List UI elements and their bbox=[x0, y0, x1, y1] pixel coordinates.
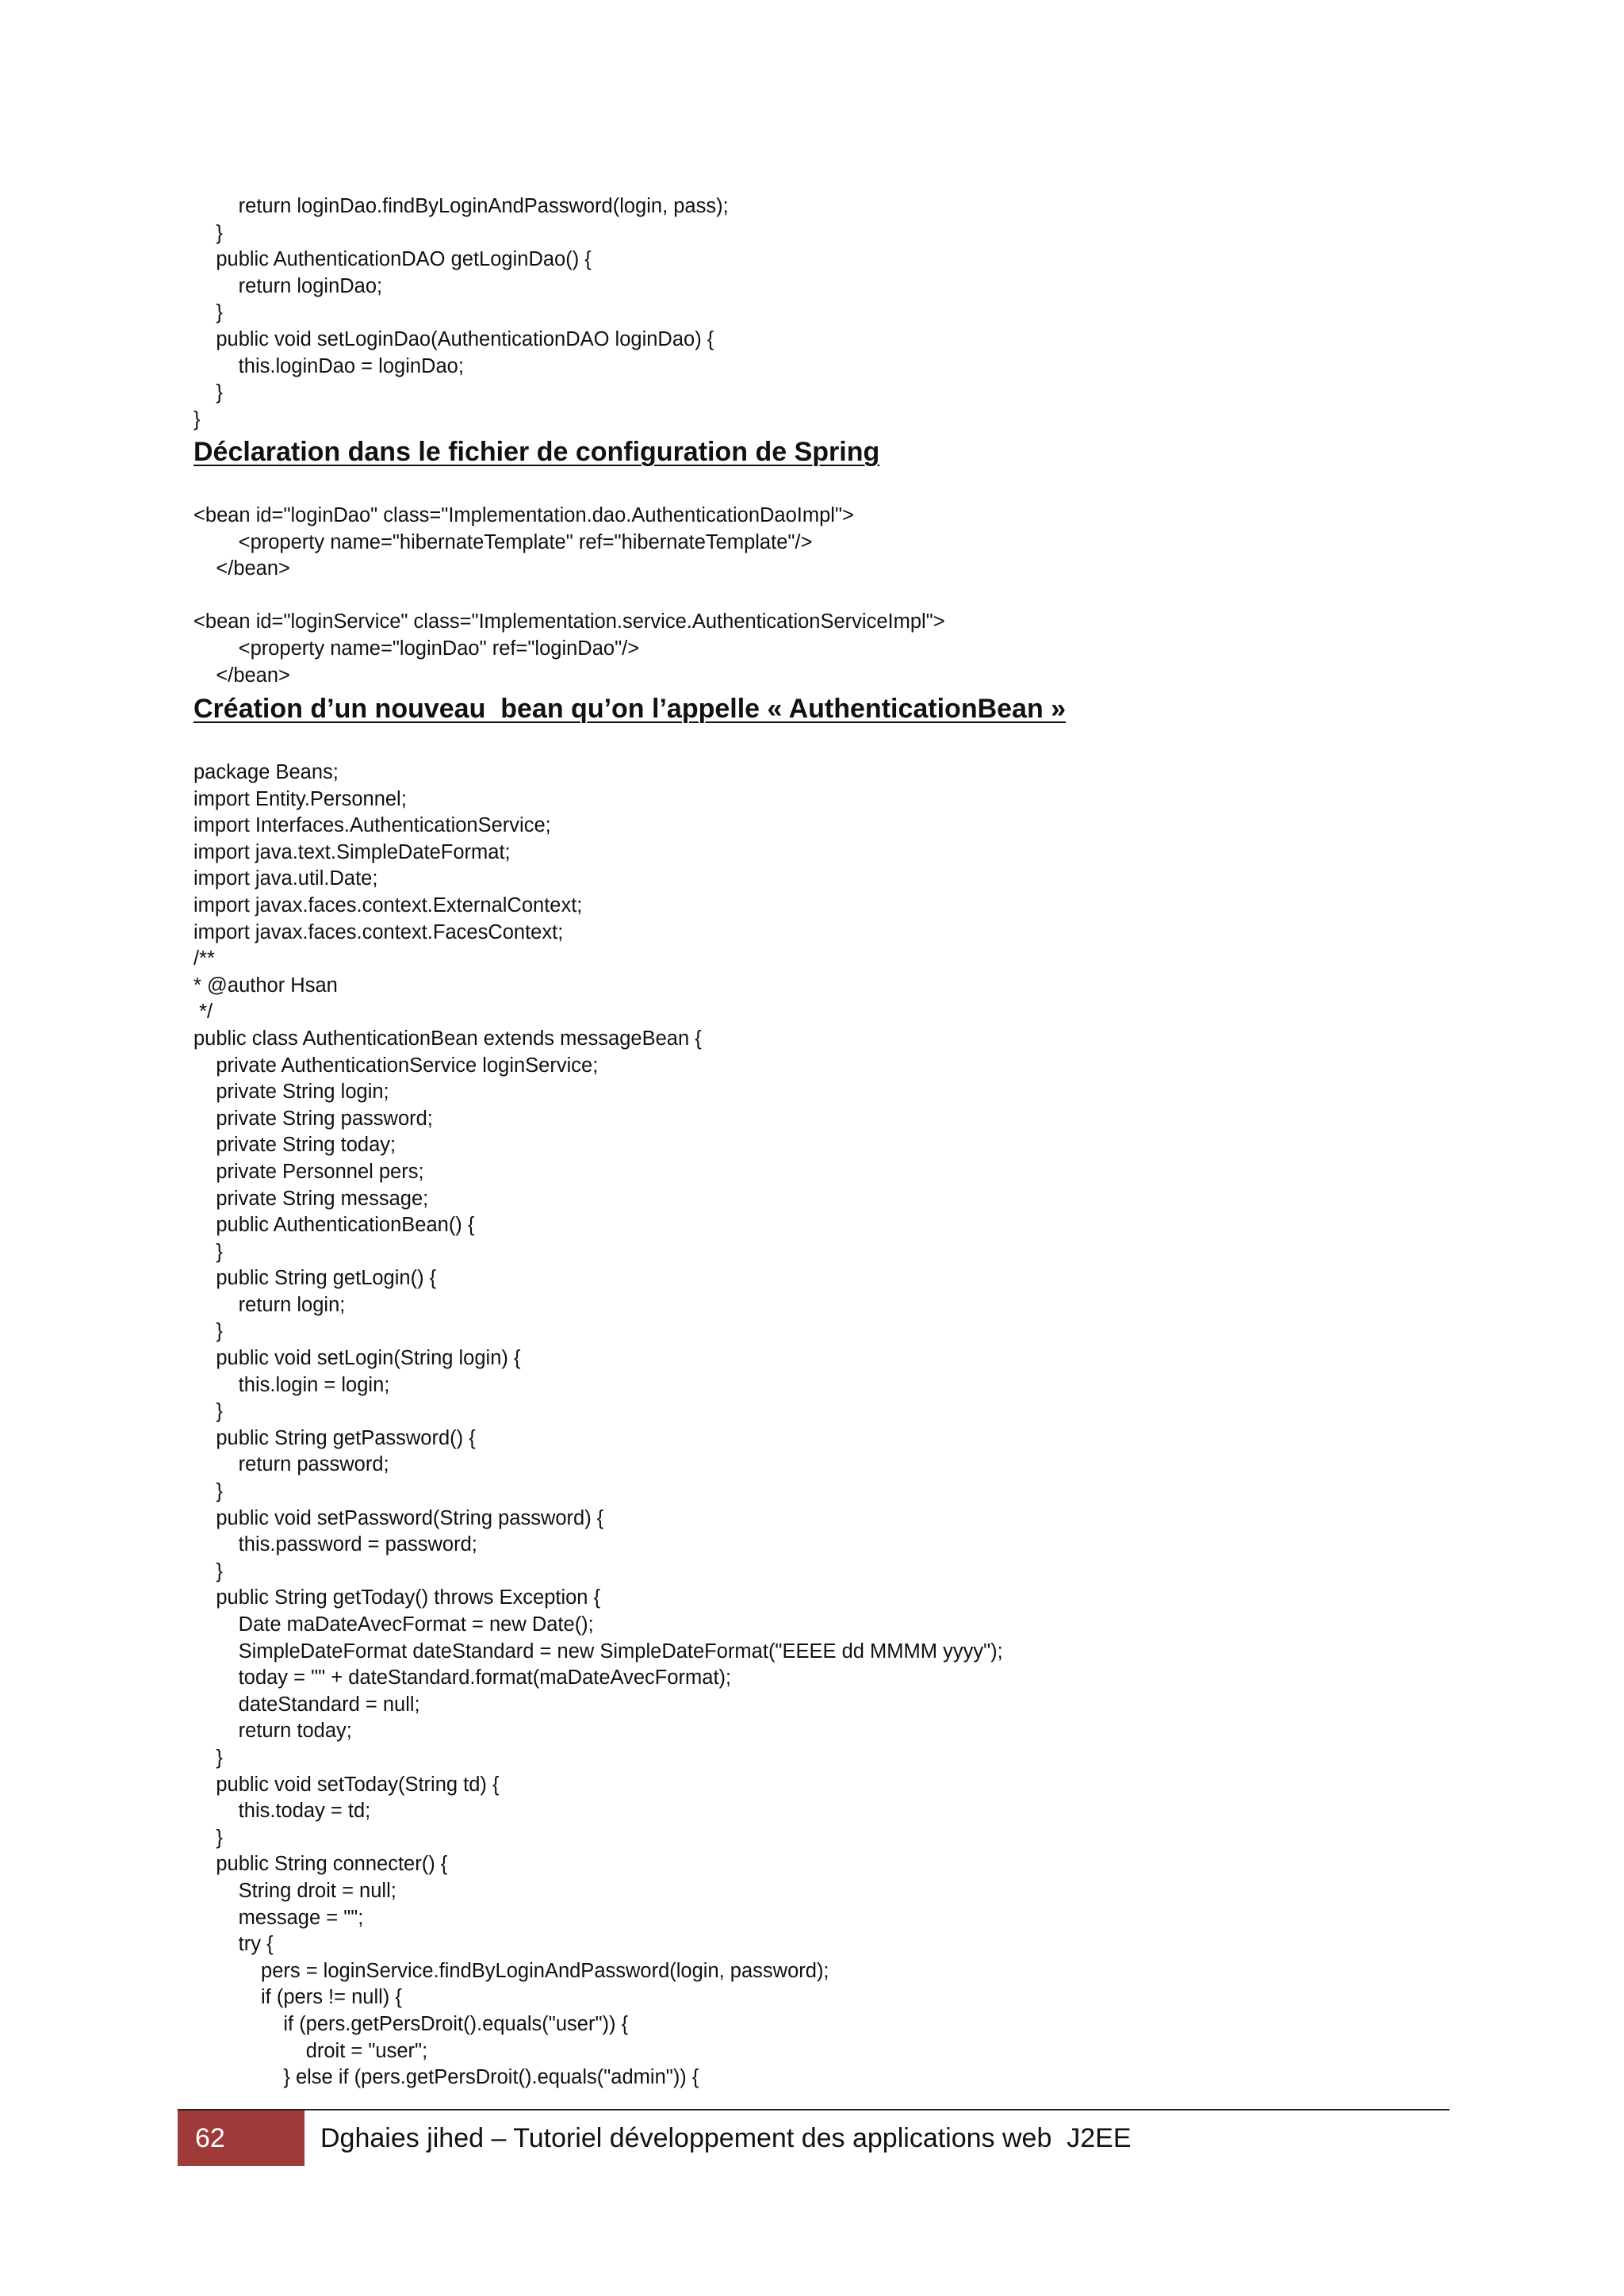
code-line: today = "" + dateStandard.format(maDateAvecFormat); bbox=[193, 1667, 732, 1689]
code-block-service-impl bbox=[193, 193, 1462, 433]
code-line: Date maDateAvecFormat = new Date(); bbox=[193, 1613, 594, 1636]
code-line: private String today; bbox=[193, 1134, 396, 1157]
code-line: import javax.faces.context.FacesContext; bbox=[193, 920, 564, 943]
code-line bbox=[193, 583, 1462, 610]
code-line: } bbox=[193, 221, 223, 244]
code-line: this.today = td; bbox=[193, 1800, 371, 1823]
code-line: public String getPassword() { bbox=[193, 1426, 476, 1449]
code-line: } bbox=[193, 408, 201, 430]
code-line: } bbox=[193, 1826, 223, 1849]
code-block-authentication-bean bbox=[193, 760, 1462, 2091]
code-line: } bbox=[193, 1746, 223, 1769]
code-line: public void setLoginDao(AuthenticationDAO loginDao) { bbox=[193, 327, 714, 350]
footer-title: Dghaies jihed – Tutoriel développement des applications web J2EE bbox=[320, 2122, 1132, 2153]
code-line: return login; bbox=[193, 1293, 346, 1316]
code-line: return today; bbox=[193, 1720, 352, 1743]
code-line: public class AuthenticationBean extends messageBean { bbox=[193, 1027, 702, 1050]
code-line: <bean id="loginDao" class="Implementation.dao.AuthenticationDaoImpl"> bbox=[193, 504, 854, 526]
code-line: public void setLogin(String login) { bbox=[193, 1347, 521, 1370]
code-line: droit = "user"; bbox=[193, 2039, 428, 2062]
code-line: * @author Hsan bbox=[193, 974, 338, 997]
code-line: this.loginDao = loginDao; bbox=[193, 354, 464, 377]
code-line: SimpleDateFormat dateStandard = new SimpleDateFormat("EEEE dd MMMM yyyy"); bbox=[193, 1640, 1003, 1663]
code-line: public void setPassword(String password) { bbox=[193, 1506, 604, 1529]
heading-spring-config: Déclaration dans le fichier de configuration de Spring bbox=[193, 437, 880, 467]
code-line: try { bbox=[193, 1933, 274, 1956]
code-line: } bbox=[193, 1400, 223, 1423]
code-line: } bbox=[193, 1320, 223, 1343]
heading-authentication-bean: Création d’un nouveau bean qu’on l’appelle « AuthenticationBean » bbox=[193, 694, 1067, 724]
code-line: } bbox=[193, 381, 223, 404]
code-line: public void setToday(String td) { bbox=[193, 1773, 500, 1796]
code-line: message = ""; bbox=[193, 1906, 364, 1929]
code-line: if (pers != null) { bbox=[193, 1986, 402, 2009]
code-line: if (pers.getPersDroit().equals("user")) { bbox=[193, 2012, 629, 2035]
code-line: import javax.faces.context.ExternalContext; bbox=[193, 894, 583, 916]
code-line: public String connecter() { bbox=[193, 1853, 448, 1876]
code-line: private Personnel pers; bbox=[193, 1160, 424, 1183]
code-line: return loginDao.findByLoginAndPassword(login, pass); bbox=[193, 195, 729, 217]
code-line: package Beans; bbox=[193, 761, 339, 783]
code-line: return loginDao; bbox=[193, 274, 383, 297]
code-line: private String message; bbox=[193, 1187, 429, 1210]
code-line: /** bbox=[193, 947, 215, 970]
code-line: return password; bbox=[193, 1453, 389, 1476]
code-block-spring-beans bbox=[193, 503, 1462, 689]
code-line: } bbox=[193, 1240, 223, 1263]
code-line: } bbox=[193, 1559, 223, 1582]
code-line: public AuthenticationBean() { bbox=[193, 1214, 475, 1237]
code-line: this.login = login; bbox=[193, 1373, 390, 1396]
code-line: } bbox=[193, 301, 223, 324]
code-line: private String password; bbox=[193, 1107, 433, 1130]
code-line: public String getLogin() { bbox=[193, 1267, 437, 1290]
code-line: <property name="loginDao" ref="loginDao"/> bbox=[193, 637, 640, 660]
code-line: import Interfaces.AuthenticationService; bbox=[193, 814, 551, 837]
code-line: private AuthenticationService loginService; bbox=[193, 1054, 599, 1077]
code-line: this.password = password; bbox=[193, 1533, 477, 1556]
code-line: public String getToday() throws Exception { bbox=[193, 1586, 601, 1609]
code-line: import java.util.Date; bbox=[193, 867, 378, 890]
code-line: */ bbox=[193, 1001, 213, 1024]
code-line: } else if (pers.getPersDroit().equals("admin")) { bbox=[193, 2066, 699, 2089]
code-line: dateStandard = null; bbox=[193, 1693, 420, 1716]
code-line: } bbox=[193, 1480, 223, 1503]
code-line: String droit = null; bbox=[193, 1879, 396, 1902]
code-line: </bean> bbox=[193, 557, 290, 580]
code-line: private String login; bbox=[193, 1081, 389, 1104]
code-line: import Entity.Personnel; bbox=[193, 787, 407, 810]
code-line: import java.text.SimpleDateFormat; bbox=[193, 840, 511, 863]
code-line: public AuthenticationDAO getLoginDao() { bbox=[193, 248, 592, 271]
code-line: </bean> bbox=[193, 664, 290, 687]
code-line: <bean id="loginService" class="Implementation.service.AuthenticationServiceImpl"> bbox=[193, 610, 945, 633]
code-line: <property name="hibernateTemplate" ref="hibernateTemplate"/> bbox=[193, 530, 813, 553]
code-line: pers = loginService.findByLoginAndPassword(login, password); bbox=[193, 1959, 829, 1982]
page-number: 62 bbox=[178, 2110, 304, 2166]
